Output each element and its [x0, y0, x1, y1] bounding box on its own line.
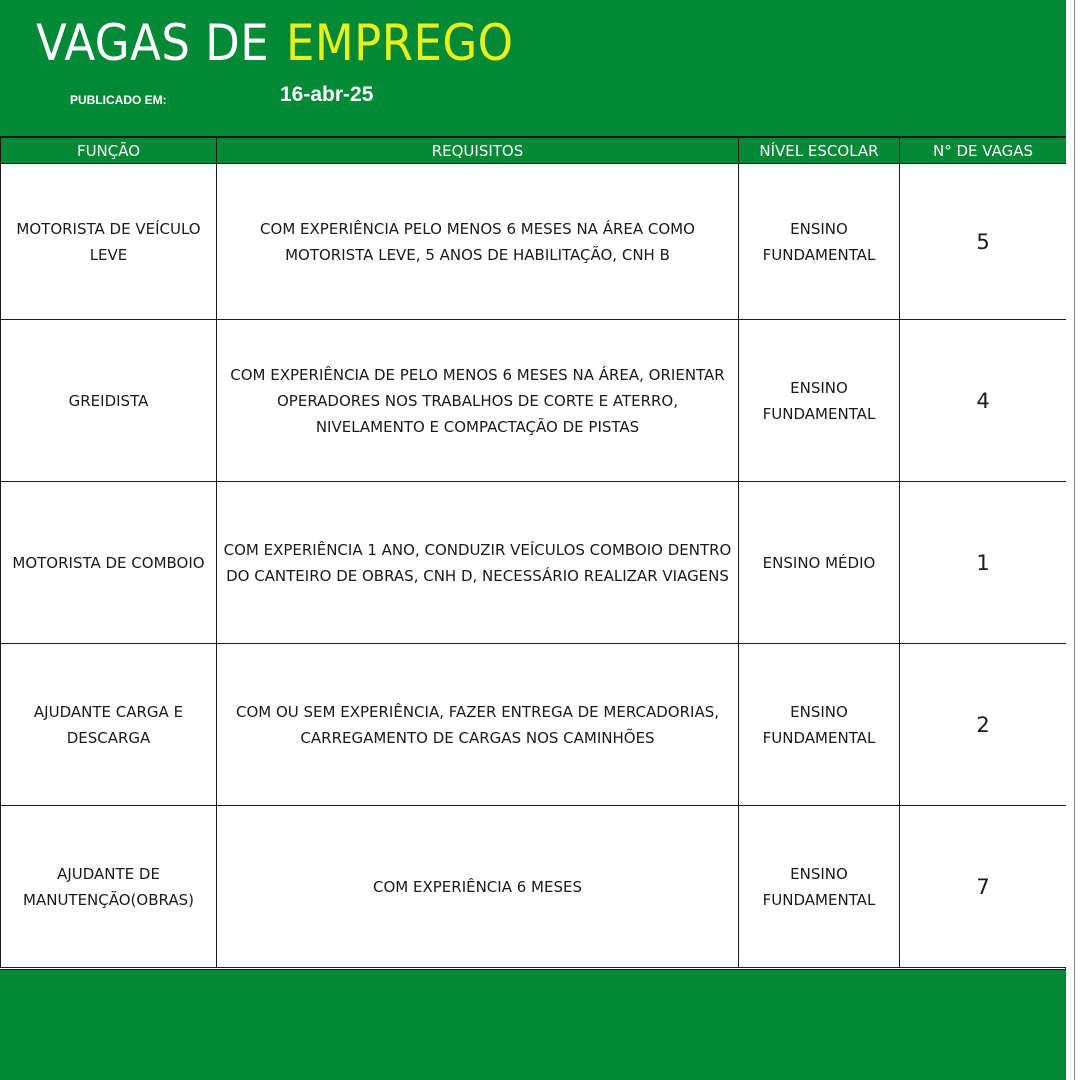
cell-n-vagas: 1	[900, 482, 1067, 644]
table-header	[1, 138, 1067, 164]
cell-funcao: MOTORISTA DE COMBOIO	[1, 482, 217, 644]
cell-requisitos: COM EXPERIÊNCIA DE PELO MENOS 6 MESES NA ÁREA, ORIENTAR OPERADORES NOS TRABALHOS DE CORTE E ATERRO, NIVELAMENTO E COMPACTAÇÃO DE PISTAS	[217, 320, 739, 482]
cell-n-vagas: 5	[900, 164, 1067, 320]
table-body	[1, 164, 1067, 968]
page-edge-line	[1074, 0, 1075, 1080]
table-row	[1, 164, 1067, 320]
published-label: PUBLICADO EM:	[70, 93, 167, 107]
cell-funcao: MOTORISTA DE VEÍCULO LEVE	[1, 164, 217, 320]
jobs-table	[0, 138, 1067, 968]
cell-requisitos: COM OU SEM EXPERIÊNCIA, FAZER ENTREGA DE MERCADORIAS, CARREGAMENTO DE CARGAS NOS CAMINHÕES	[217, 644, 739, 806]
cell-funcao: AJUDANTE CARGA E DESCARGA	[1, 644, 217, 806]
column-header-funcao: FUNÇÃO	[1, 138, 217, 164]
page-edge-margin	[1066, 0, 1080, 1080]
cell-nivel-escolar: ENSINO FUNDAMENTAL	[739, 320, 900, 482]
cell-nivel-escolar: ENSINO FUNDAMENTAL	[739, 164, 900, 320]
cell-funcao: GREIDISTA	[1, 320, 217, 482]
header-row	[1, 138, 1067, 164]
table-row	[1, 482, 1067, 644]
footer-banner	[0, 969, 1066, 1080]
title-vagas-de: VAGAS DE	[36, 14, 270, 72]
cell-n-vagas: 7	[900, 806, 1067, 968]
table-row	[1, 320, 1067, 482]
cell-requisitos: COM EXPERIÊNCIA PELO MENOS 6 MESES NA ÁREA COMO MOTORISTA LEVE, 5 ANOS DE HABILITAÇÃO, CNH B	[217, 164, 739, 320]
cell-nivel-escolar: ENSINO MÉDIO	[739, 482, 900, 644]
cell-nivel-escolar: ENSINO FUNDAMENTAL	[739, 806, 900, 968]
header-banner	[0, 0, 1066, 138]
cell-requisitos: COM EXPERIÊNCIA 6 MESES	[217, 806, 739, 968]
column-header-requisitos: REQUISITOS	[217, 138, 739, 164]
cell-n-vagas: 2	[900, 644, 1067, 806]
table-row	[1, 644, 1067, 806]
cell-n-vagas: 4	[900, 320, 1067, 482]
title-emprego: EMPREGO	[286, 14, 514, 72]
published-date: 16-abr-25	[280, 83, 374, 106]
table-row	[1, 806, 1067, 968]
cell-nivel-escolar: ENSINO FUNDAMENTAL	[739, 644, 900, 806]
column-header-nivel-escolar: NÍVEL ESCOLAR	[739, 138, 900, 164]
column-header-n-vagas: N° DE VAGAS	[900, 138, 1067, 164]
cell-requisitos: COM EXPERIÊNCIA 1 ANO, CONDUZIR VEÍCULOS COMBOIO DENTRO DO CANTEIRO DE OBRAS, CNH D, NECESSÁRIO REALIZAR VIAGENS	[217, 482, 739, 644]
cell-funcao: AJUDANTE DE MANUTENÇÃO(OBRAS)	[1, 806, 217, 968]
